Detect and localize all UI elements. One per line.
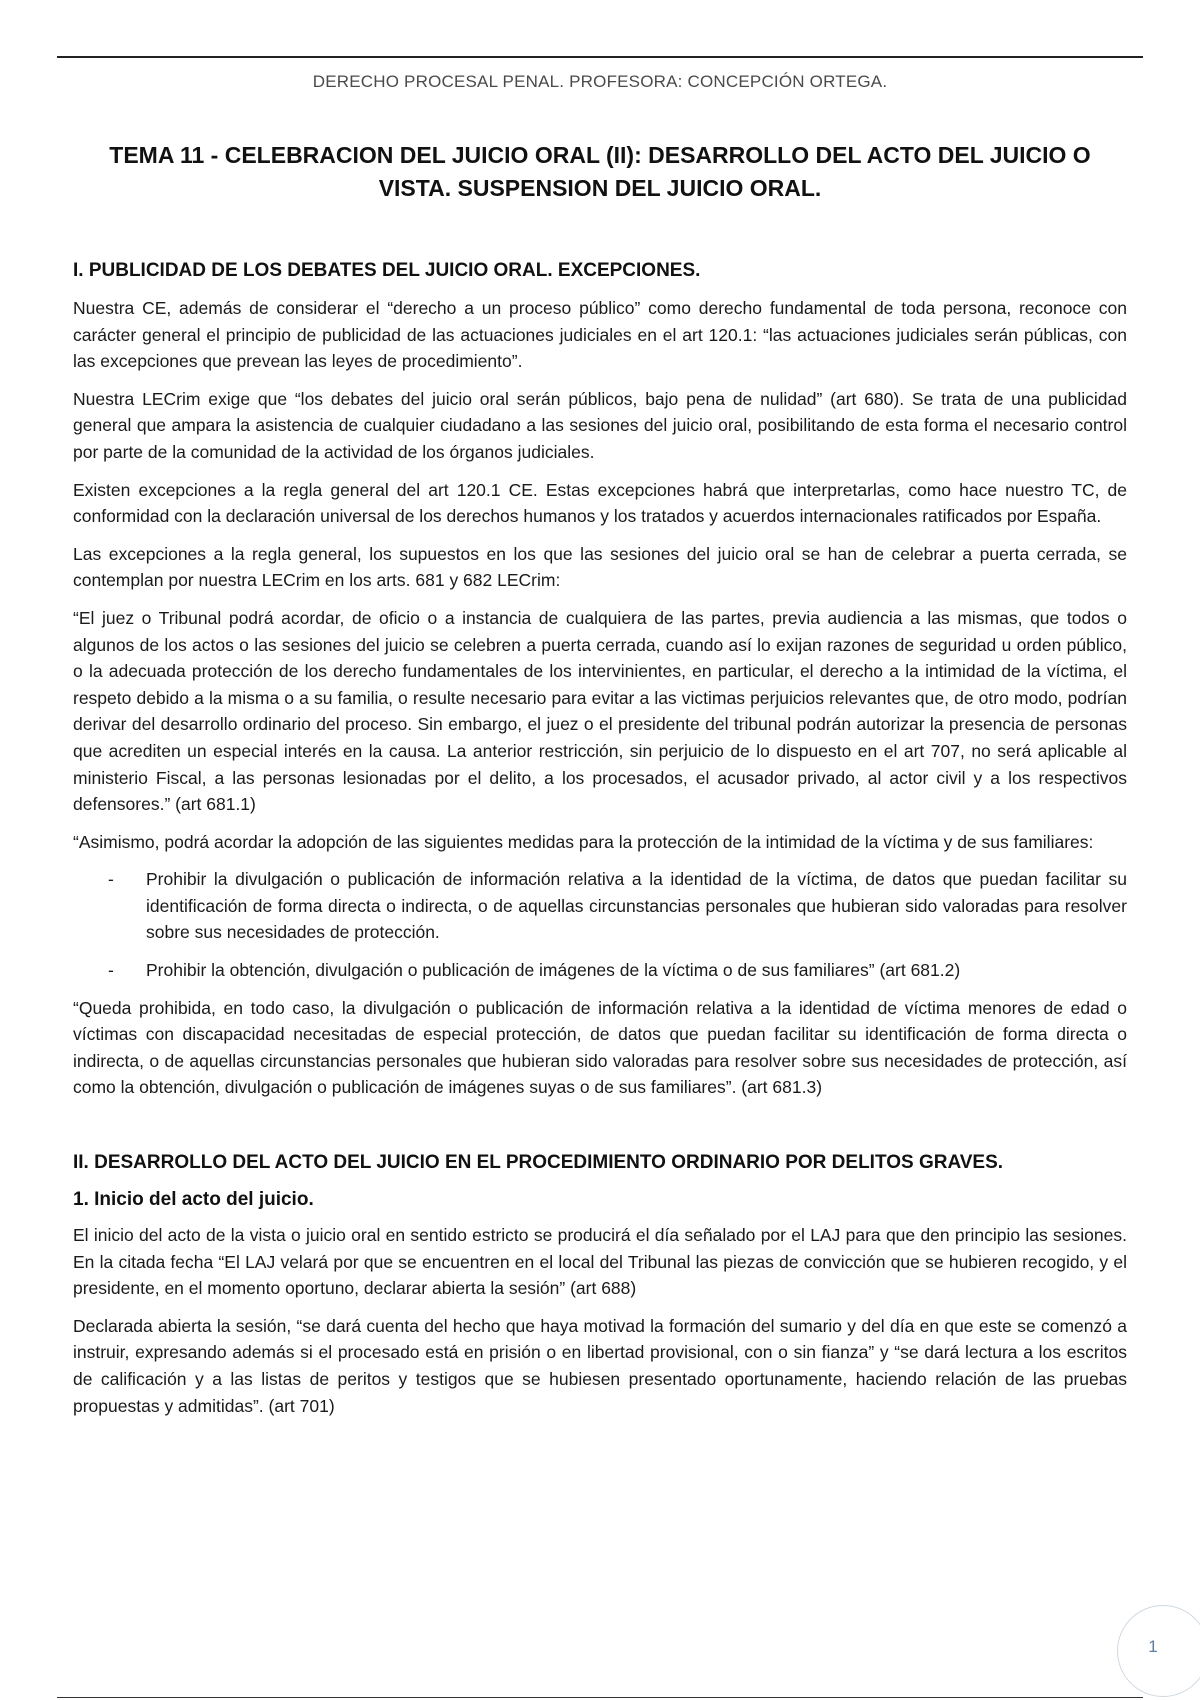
list-item-text: Prohibir la obtención, divulgación o publicación de imágenes de la víctima o de sus familiares” (art 681.2)	[146, 960, 961, 981]
document-title	[90, 139, 1110, 205]
paragraph: Existen excepciones a la regla general del art 120.1 CE. Estas excepciones habrá que interpretarlas, como hace nuestro TC, de conformidad con la declaración universal de los derechos humanos y los tratados y acuerdos internacionales ratificados por España.	[73, 479, 1127, 527]
document-body	[73, 258, 1127, 1430]
paragraph: Las excepciones a la regla general, los supuestos en los que las sesiones del juicio oral se han de celebrar a puerta cerrada, se contemplan por nuestra LECrim en los arts. 681 y 682 LECrim:	[73, 543, 1127, 591]
quoted-article-681-3: “Queda prohibida, en todo caso, la divulgación o publicación de información relativa a la identidad de víctima menores de edad o víctimas con discapacidad necesitadas de especial protección, de datos que puedan facilitar su identificación de forma directa o indirecta, o de aquellas circunstancias personales que hubieran sido valoradas para resolver sobre sus necesidades de protección, así como la obtención, divulgación o publicación de imágenes suyas o de sus familiares”. (art 681.3)	[73, 997, 1127, 1098]
list-item-text: Prohibir la divulgación o publicación de información relativa a la identidad de la víctima, de datos que puedan facilitar su identificación de forma directa o indirecta, o de aquellas circunstancias personales que hubieran sido valoradas para resolver sobre sus necesidades de protección.	[146, 869, 1127, 943]
section-2-heading: II. DESARROLLO DEL ACTO DEL JUICIO EN EL PROCEDIMIENTO ORDINARIO POR DELITOS GRAVES.	[73, 1152, 1004, 1174]
section-1-heading: I. PUBLICIDAD DE LOS DEBATES DEL JUICIO ORAL. EXCEPCIONES.	[73, 260, 701, 281]
title-line-1: TEMA 11 - CELEBRACION DEL JUICIO ORAL (II): DESARROLLO DEL ACTO DEL JUICIO O	[109, 142, 1091, 168]
list-dash: -	[108, 960, 114, 981]
running-header: DERECHO PROCESAL PENAL. PROFESORA: CONCEPCIÓN ORTEGA.	[312, 72, 888, 91]
title-line-2: VISTA. SUSPENSION DEL JUICIO ORAL.	[378, 175, 822, 201]
section-spacer	[73, 1112, 1127, 1150]
paragraph: “Asimismo, podrá acordar la adopción de las siguientes medidas para la protección de la intimidad de la víctima y de sus familiares:	[73, 831, 1094, 852]
quoted-article-681-1: “El juez o Tribunal podrá acordar, de oficio o a instancia de cualquiera de las partes, previa audiencia a las mismas, que todos o algunos de los actos o las sesiones del juicio se celebren a puerta cerrada, cuando así lo exijan razones de seguridad u orden público, o la adecuada protección de los derecho fundamentales de los intervinientes, en particular, el derecho a la intimidad de la víctima, el respeto debido a la misma o a su familia, o resulte necesario para evitar a las victimas perjuicios relevantes que, de otro modo, podrían derivar del desarrollo ordinario del proceso. Sin embargo, el juez o el presidente del tribunal podrán autorizar la presencia de personas que acrediten un especial interés en la causa. La anterior restricción, sin perjuicio de lo dispuesto en el art 707, no será aplicable al ministerio Fiscal, a las personas lesionadas por el delito, a los procesados, el acusador privado, al actor civil y a los respectivos defensores.” (art 681.1)	[73, 607, 1127, 815]
paragraph: Nuestra CE, además de considerar el “derecho a un proceso público” como derecho fundamental de toda persona, reconoce con carácter general el principio de publicidad de las actuaciones judiciales en el art 120.1: “las actuaciones judiciales serán públicas, con las excepciones que prevean las leyes de procedimiento”.	[73, 298, 1127, 372]
paragraph: Nuestra LECrim exige que “los debates del juicio oral serán públicos, bajo pena de nulidad” (art 680). Se trata de una publicidad general que ampara la asistencia de cualquier ciudadano a las sesiones del juicio oral, posibilitando de esta forma el necesario control por parte de la comunidad de la actividad de los órganos judiciales.	[73, 388, 1127, 462]
subsection-heading: 1. Inicio del acto del juicio.	[73, 1189, 314, 1211]
list-item	[73, 866, 1127, 946]
paragraph: Declarada abierta la sesión, “se dará cuenta del hecho que haya motivad la formación del sumario y del día en que este se comenzó a instruir, expresando además si el procesado está en prisión o en libertad provisional, con o sin fianza” y “se dará lectura a los escritos de calificación y a las listas de peritos y testigos que se hubiesen presentado oportunamente, haciendo relación de las pruebas propuestas y admitidas”. (art 701)	[73, 1315, 1127, 1416]
page-number: 1	[1148, 1637, 1158, 1656]
footer-rule	[57, 1697, 1143, 1698]
measures-list	[73, 866, 1127, 983]
list-item	[73, 957, 1127, 984]
list-dash: -	[108, 869, 114, 890]
paragraph: El inicio del acto de la vista o juicio oral en sentido estricto se producirá el día señalado por el LAJ para que den principio las sesiones. En la citada fecha “El LAJ velará por que se encuentren en el local del Tribunal las piezas de convicción que se hubieren recogido, y el presidente, en el momento oportuno, declarar abierta la sesión” (art 688)	[73, 1225, 1127, 1299]
header-rule	[57, 56, 1143, 58]
